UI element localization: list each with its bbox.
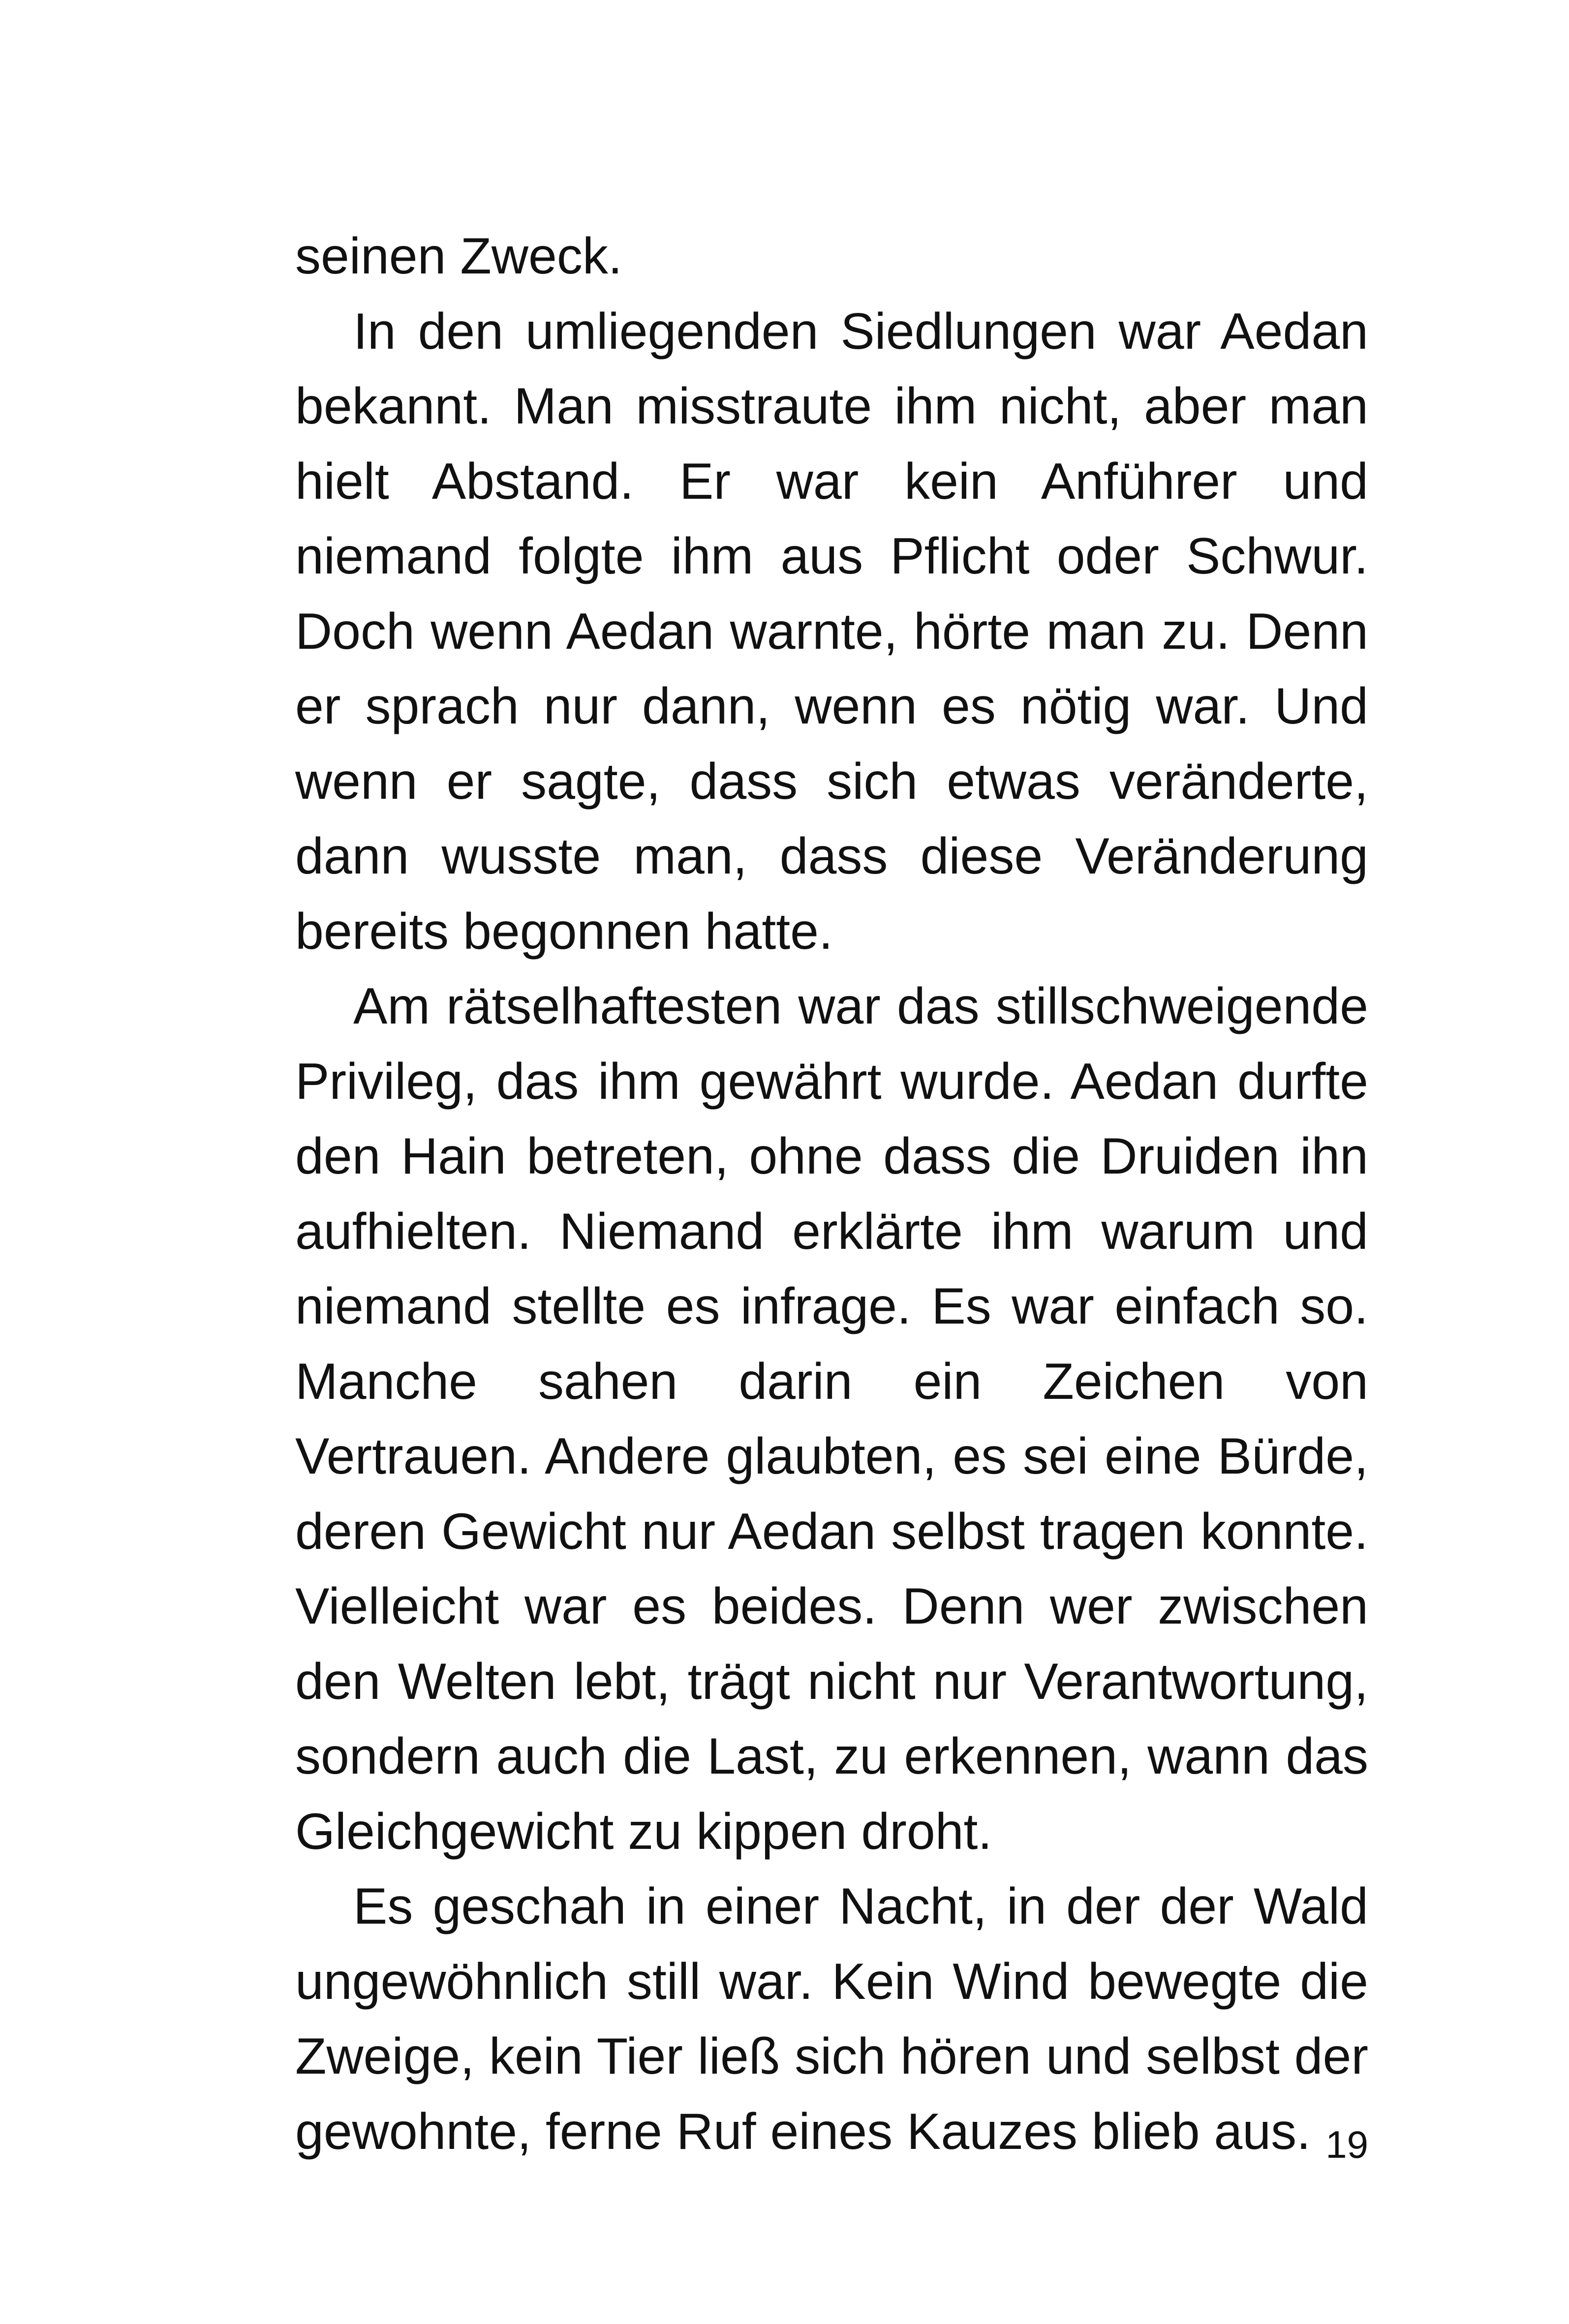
body-text [295, 219, 1368, 2169]
paragraph-4: Es geschah in einer Nacht, in der der Wald ungewöhnlich still war. Kein Wind bewegte die Zweige, kein Tier ließ sich hören und selbst der gewohnte, ferne Ruf eines Kauzes blieb aus. [295, 1878, 1368, 2160]
paragraph-1: seinen Zweck. [295, 228, 622, 285]
page-number: 19 [1325, 2123, 1368, 2166]
paragraph-3: Am rätselhaftesten war das stillschweigende Privileg, das ihm gewährt wurde. Aedan durfte den Hain betreten, ohne dass die Druiden ihn aufhielten. Niemand erklärte ihm warum und niemand stellte es infrage. Es war einfach so. Manche sahen darin ein Zeichen von Vertrauen. Andere glaubten, es sei eine Bürde, deren Gewicht nur Aedan selbst tragen konnte. Vielleicht war es beides. Denn wer zwischen den Welten lebt, trägt nicht nur Verantwortung, sondern auch die Last, zu erkennen, wann das Gleichgewicht zu kippen droht. [295, 978, 1368, 1860]
paragraph-2: In den umliegenden Siedlungen war Aedan bekannt. Man misstraute ihm nicht, aber man hielt Abstand. Er war kein Anführer und niemand folgte ihm aus Pflicht oder Schwur. Doch wenn Aedan warnte, hörte man zu. Denn er sprach nur dann, wenn es nötig war. Und wenn er sagte, dass sich etwas veränderte, dann wusste man, dass diese Veränderung bereits begonnen hatte. [295, 302, 1368, 960]
